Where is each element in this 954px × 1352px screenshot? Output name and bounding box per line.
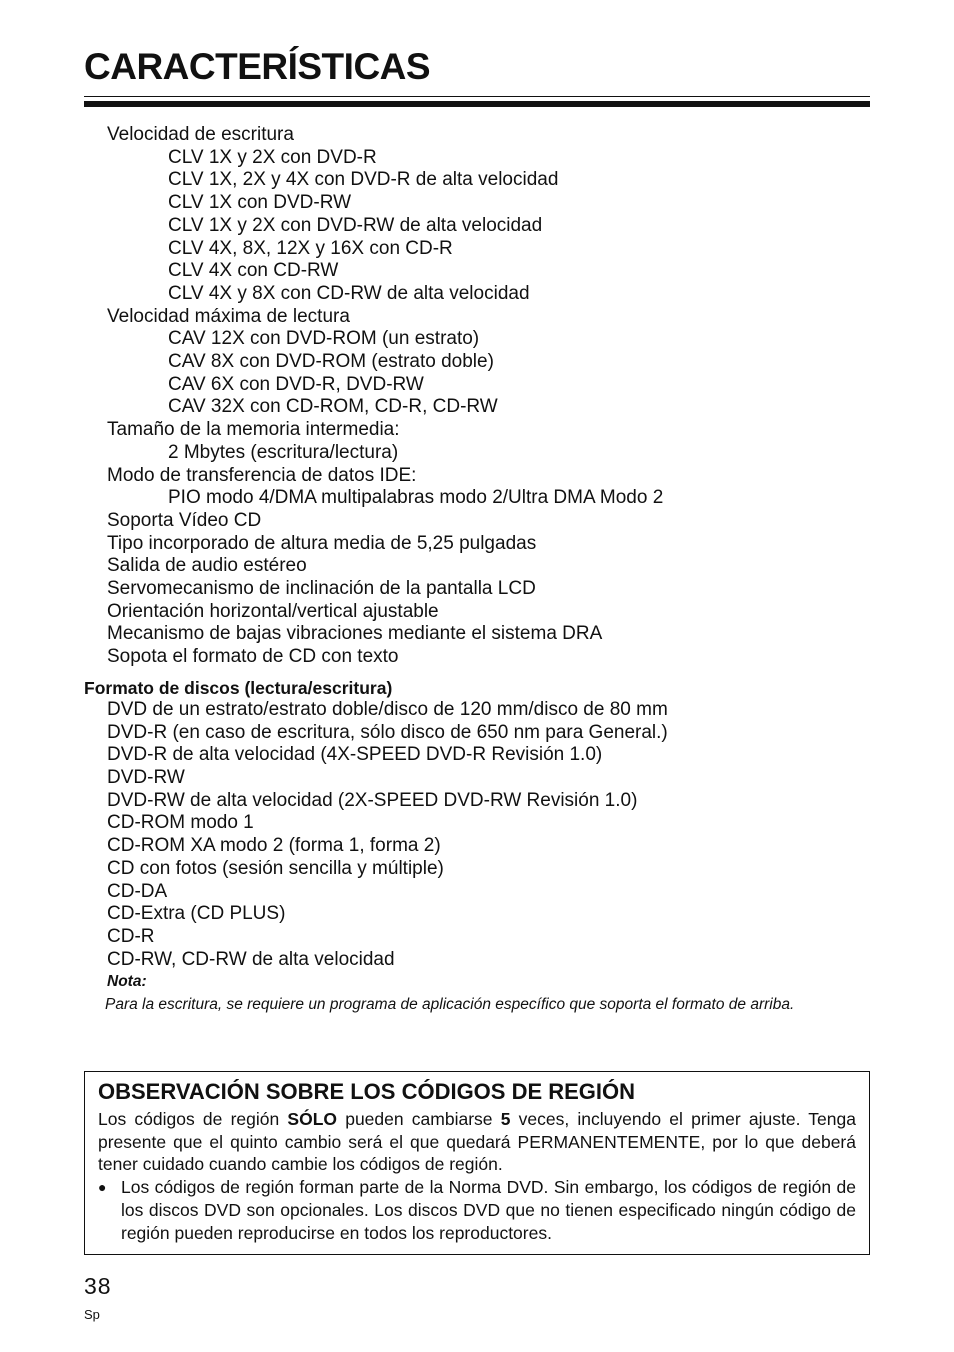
region-text-count: 5	[500, 1109, 511, 1129]
feature-item: Mecanismo de bajas vibraciones mediante el sistema DRA	[107, 623, 603, 645]
feature-subitem: CLV 1X y 2X con DVD-R	[168, 146, 377, 168]
format-item: DVD-RW de alta velocidad (2X-SPEED DVD-RW Revisión 1.0)	[107, 789, 638, 811]
page-title: CARACTERÍSTICAS	[84, 46, 431, 87]
format-item: CD-DA	[107, 880, 168, 902]
region-bullet-text: Los códigos de región forman parte de la Norma DVD. Sin embargo, los códigos de región de los discos DVD son opcionales. Los discos DVD que no tienen especificado ningún código de región pueden reproducirse en todos los reproductores.	[121, 1177, 856, 1243]
feature-subitem: CLV 1X y 2X con DVD-RW de alta velocidad	[168, 214, 543, 236]
format-item: CD-Extra (CD PLUS)	[107, 903, 286, 925]
feature-item: Servomecanismo de inclinación de la pantalla LCD	[107, 578, 536, 600]
region-text-3: veces, incluyendo el primer ajuste. Tenga presente que el quinto cambio será el que quedará PERMANENTEMENTE, por lo que deberá tener cuidado cuando cambie los códigos de región.	[98, 1109, 856, 1175]
features-list	[84, 124, 870, 669]
feature-item: Velocidad máxima de lectura	[107, 305, 350, 327]
feature-subitem: CLV 4X, 8X, 12X y 16X con CD-R	[168, 237, 453, 259]
feature-subitem: CLV 4X con CD-RW	[168, 260, 339, 282]
region-text-solo: SÓLO	[287, 1109, 338, 1129]
feature-item: Tamaño de la memoria intermedia:	[107, 419, 400, 441]
feature-item: Soporta Vídeo CD	[107, 509, 262, 531]
region-bullet-item	[98, 1176, 856, 1244]
page-language: Sp	[84, 1307, 100, 1322]
formats-heading: Formato de discos (lectura/escritura)	[84, 677, 393, 698]
format-item: DVD-RW	[107, 766, 185, 788]
title-rule-thick	[84, 101, 870, 107]
format-item: CD-RW, CD-RW de alta velocidad	[107, 948, 395, 970]
feature-subitem: CLV 1X con DVD-RW	[168, 192, 352, 214]
feature-subitem: CLV 4X y 8X con CD-RW de alta velocidad	[168, 282, 530, 304]
feature-item: Salida de audio estéreo	[107, 555, 307, 577]
feature-subitem: CAV 12X con DVD-ROM (un estrato)	[168, 328, 480, 350]
note-label: Nota:	[107, 973, 147, 991]
format-item: DVD de un estrato/estrato doble/disco de 120 mm/disco de 80 mm	[107, 698, 668, 720]
feature-item: Tipo incorporado de altura media de 5,25 pulgadas	[107, 532, 537, 554]
region-box-paragraph	[98, 1108, 856, 1176]
format-item: DVD-R (en caso de escritura, sólo disco de 650 nm para General.)	[107, 721, 668, 743]
feature-subitem: PIO modo 4/DMA multipalabras modo 2/Ultra DMA Modo 2	[168, 487, 664, 509]
region-text-2: pueden cambiarse	[337, 1109, 501, 1129]
feature-subitem: CAV 32X con CD-ROM, CD-R, CD-RW	[168, 396, 498, 418]
feature-item: Velocidad de escritura	[107, 124, 294, 145]
region-box-title: OBSERVACIÓN SOBRE LOS CÓDIGOS DE REGIÓN	[98, 1079, 636, 1104]
page-number: 38	[84, 1273, 112, 1299]
feature-subitem: 2 Mbytes (escritura/lectura)	[168, 441, 399, 463]
note-text: Para la escritura, se requiere un programa de aplicación específico que soporta el formato de arriba.	[105, 996, 795, 1014]
format-item: CD-ROM XA modo 2 (forma 1, forma 2)	[107, 835, 441, 857]
features-content	[84, 124, 870, 1016]
region-text-1: Los códigos de región	[98, 1109, 288, 1129]
feature-item: Sopota el formato de CD con texto	[107, 646, 399, 668]
feature-subitem: CLV 1X, 2X y 4X con DVD-R de alta velocidad	[168, 169, 559, 191]
feature-subitem: CAV 8X con DVD-ROM (estrato doble)	[168, 351, 494, 373]
formats-list	[84, 699, 870, 971]
format-item: CD-R	[107, 925, 155, 947]
feature-item: Modo de transferencia de datos IDE:	[107, 464, 417, 486]
region-codes-box	[84, 1071, 870, 1255]
bullet-icon: ●	[98, 1179, 107, 1196]
title-rule-thin	[84, 96, 870, 97]
format-item: CD-ROM modo 1	[107, 812, 254, 834]
format-item: CD con fotos (sesión sencilla y múltiple)	[107, 857, 444, 879]
format-item: DVD-R de alta velocidad (4X-SPEED DVD-R Revisión 1.0)	[107, 744, 603, 766]
feature-item: Orientación horizontal/vertical ajustable	[107, 600, 439, 622]
feature-subitem: CAV 6X con DVD-R, DVD-RW	[168, 373, 424, 395]
